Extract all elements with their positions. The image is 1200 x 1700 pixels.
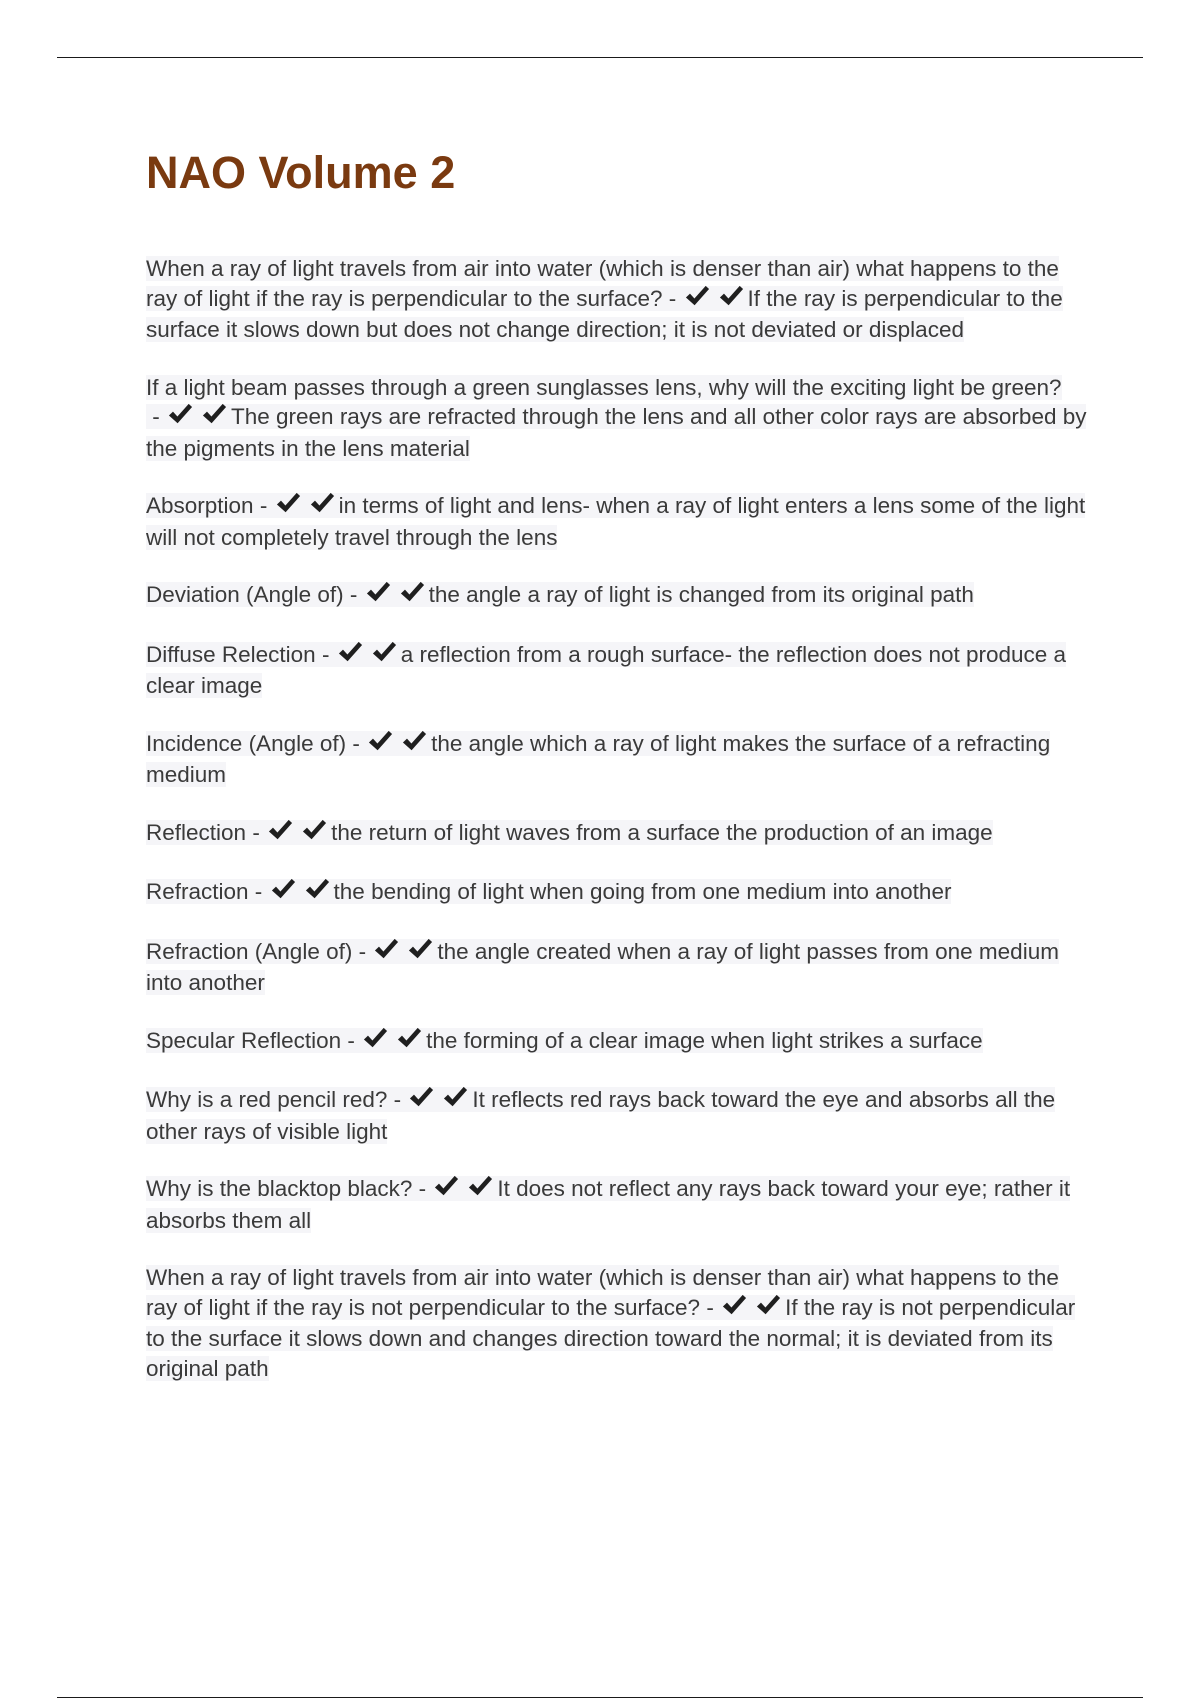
checkmark-icon	[718, 284, 745, 308]
flashcard-term: When a ray of light travels from air into water (which is denser than air) what happens to the ray of light if the ray is not perpendicular to the surface?	[146, 1265, 1059, 1320]
flashcard	[146, 937, 1091, 998]
double-checkmark-icon	[365, 580, 426, 612]
checkmark-icon	[467, 1174, 494, 1198]
term-separator: -	[343, 582, 364, 607]
flashcard-definition: in terms of light and lens- when a ray of light enters a lens some of the light will not completely travel through the lens	[146, 493, 1086, 550]
double-checkmark-icon	[433, 1174, 494, 1206]
flashcard-definition: the angle a ray of light is changed from its original path	[428, 582, 974, 607]
checkmark-icon	[684, 284, 711, 308]
flashcard-definition: It does not reflect any rays back toward your eye; rather it absorbs them all	[146, 1176, 1071, 1233]
checkmark-icon	[401, 729, 428, 753]
flashcard	[146, 580, 1091, 612]
checkmark-icon	[442, 1085, 469, 1109]
double-checkmark-icon	[270, 877, 331, 909]
checkmark-icon	[309, 491, 336, 515]
checkmark-icon	[337, 640, 364, 664]
flashcard	[146, 254, 1091, 345]
flashcard-definition: the forming of a clear image when light strikes a surface	[426, 1027, 983, 1053]
flashcard-text	[146, 1087, 1055, 1144]
double-checkmark-icon	[408, 1085, 469, 1117]
checkmark-icon	[371, 640, 398, 664]
document-title: NAO Volume 2	[146, 147, 456, 198]
flashcard	[146, 1026, 1091, 1058]
flashcard-text	[146, 375, 1086, 461]
flashcard-term: Deviation (Angle of)	[146, 582, 344, 607]
checkmark-icon	[270, 877, 297, 901]
checkmark-icon	[721, 1293, 748, 1317]
flashcard-text	[146, 256, 1063, 342]
checkmark-icon	[408, 1085, 435, 1109]
term-separator: -	[387, 1087, 408, 1112]
flashcard-term: Refraction (Angle of)	[146, 938, 353, 964]
double-checkmark-icon	[684, 284, 745, 316]
checkmark-icon	[399, 580, 426, 604]
term-separator: -	[146, 404, 166, 429]
flashcard-term: Why is the blacktop black?	[146, 1176, 413, 1201]
term-separator: -	[352, 938, 373, 964]
double-checkmark-icon	[337, 640, 398, 672]
term-separator: -	[662, 285, 683, 311]
flashcard-text	[146, 731, 1050, 788]
term-separator: -	[341, 1027, 362, 1053]
checkmark-icon	[167, 402, 194, 426]
checkmark-icon	[301, 818, 328, 842]
flashcard-definition: the return of light waves from a surface the production of an image	[331, 819, 993, 845]
flashcard-term: Incidence (Angle of)	[146, 730, 347, 756]
checkmark-icon	[396, 1026, 423, 1050]
top-rule	[57, 57, 1143, 58]
checkmark-icon	[433, 1174, 460, 1198]
flashcard-text	[146, 1265, 1075, 1381]
flashcard-term: Refraction	[146, 879, 249, 904]
flashcard-definition: the bending of light when going from one medium into another	[333, 879, 952, 904]
flashcard-term: Diffuse Relection	[146, 641, 316, 667]
term-separator: -	[248, 879, 269, 904]
flashcard	[146, 640, 1091, 701]
flashcard	[146, 373, 1091, 464]
checkmark-icon	[304, 877, 331, 901]
flashcard-text	[146, 582, 974, 607]
flashcard-term: Absorption	[146, 493, 254, 518]
term-separator: -	[315, 641, 336, 667]
flashcard-definition: If the ray is perpendicular to the surface it slows down but does not change direction; it is not deviated or displaced	[146, 285, 1063, 342]
flashcard	[146, 491, 1091, 552]
flashcard-definition: If the ray is not perpendicular to the surface it slows down and changes direction toward the normal; it is deviated from its original path	[146, 1294, 1076, 1381]
flashcard-definition: a reflection from a rough surface- the reflection does not produce a clear image	[146, 641, 1067, 698]
checkmark-icon	[362, 1026, 389, 1050]
checkmark-icon	[365, 580, 392, 604]
flashcard-term: Why is a red pencil red?	[146, 1087, 388, 1112]
flashcard-text	[146, 493, 1085, 550]
flashcard-list	[146, 254, 1091, 1383]
checkmark-icon	[201, 402, 228, 426]
flashcard-definition: It reflects red rays back toward the eye and absorbs all the other rays of visible light	[146, 1087, 1056, 1144]
flashcard	[146, 1174, 1091, 1235]
checkmark-icon	[755, 1293, 782, 1317]
checkmark-icon	[275, 491, 302, 515]
double-checkmark-icon	[362, 1026, 423, 1058]
flashcard	[146, 1085, 1091, 1146]
checkmark-icon	[267, 818, 294, 842]
flashcard-definition: the angle created when a ray of light passes from one medium into another	[146, 938, 1059, 995]
flashcard-text	[146, 879, 951, 904]
checkmark-icon	[373, 937, 400, 961]
flashcard-term: When a ray of light travels from air into water (which is denser than air) what happens to the ray of light if the ray is perpendicular to the surface?	[146, 256, 1059, 311]
checkmark-icon	[407, 937, 434, 961]
double-checkmark-icon	[267, 818, 328, 850]
flashcard-term: Reflection	[146, 819, 247, 845]
flashcard-text	[146, 1176, 1070, 1233]
flashcard	[146, 1263, 1091, 1383]
flashcard-text	[146, 939, 1059, 996]
bottom-rule	[57, 1697, 1143, 1698]
flashcard	[146, 818, 1091, 850]
term-separator: -	[246, 819, 267, 845]
double-checkmark-icon	[721, 1293, 782, 1325]
flashcard-term: If a light beam passes through a green sunglasses lens, why will the exciting light be green?	[146, 374, 1062, 400]
double-checkmark-icon	[373, 937, 434, 969]
flashcard-text	[146, 820, 993, 845]
flashcard-term: Specular Reflection	[146, 1027, 342, 1053]
flashcard-definition: The green rays are refracted through the lens and all other color rays are absorbed by the pigments in the lens material	[146, 404, 1087, 461]
term-separator: -	[253, 493, 274, 518]
double-checkmark-icon	[275, 491, 336, 523]
term-separator: -	[412, 1176, 433, 1201]
flashcard-text	[146, 642, 1066, 699]
flashcard	[146, 877, 1091, 909]
flashcard	[146, 729, 1091, 790]
term-separator: -	[346, 730, 367, 756]
term-separator: -	[700, 1294, 721, 1320]
double-checkmark-icon	[167, 402, 228, 434]
checkmark-icon	[367, 729, 394, 753]
document-body	[146, 140, 1091, 1411]
flashcard-text	[146, 1028, 983, 1053]
flashcard-definition: the angle which a ray of light makes the surface of a refracting medium	[146, 730, 1051, 787]
double-checkmark-icon	[367, 729, 428, 761]
